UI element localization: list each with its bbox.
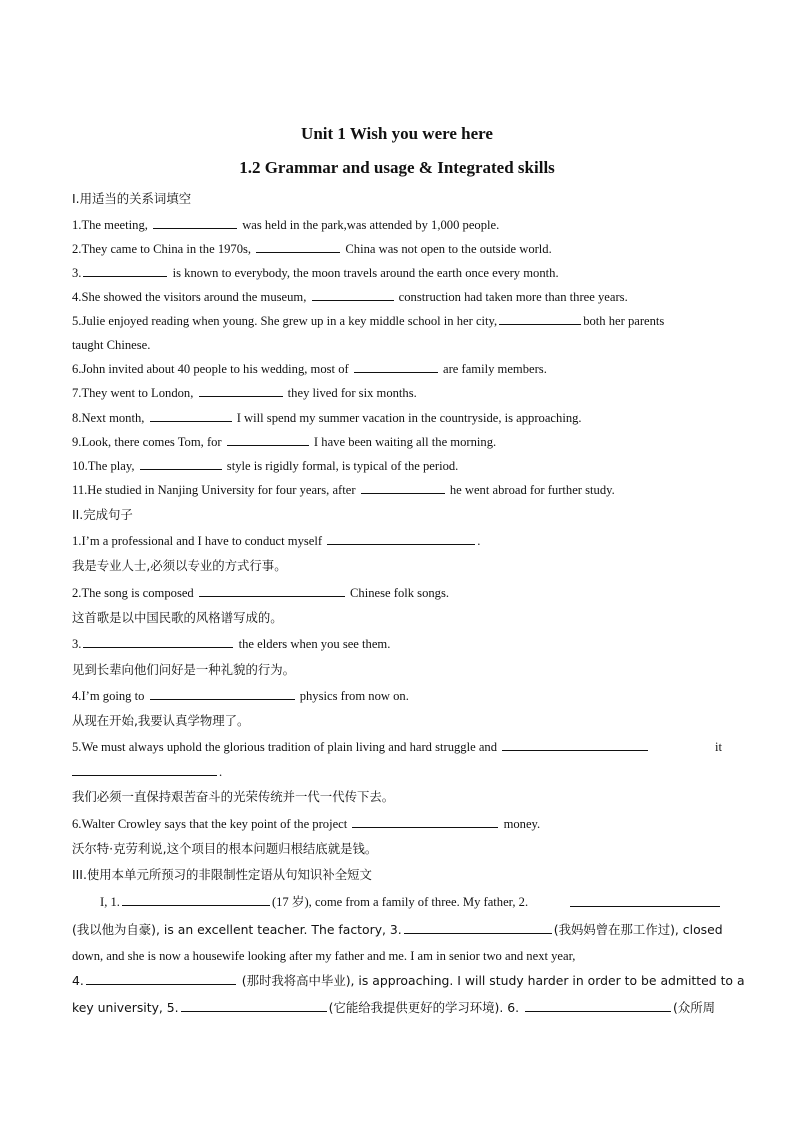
section-2-heading: II.完成句子 [72,507,133,522]
answer-blank[interactable] [199,585,345,597]
passage-line-1: I, 1. (17 岁), come from a family of three. My father, 2. [72,894,722,910]
sentence-2-5-translation: 我们必须一直保持艰苦奋斗的光荣传统并一代一代传下去。 [72,789,395,804]
document-subtitle: 1.2 Grammar and usage & Integrated skills [239,158,555,177]
sentence-2-1: 1.I’m a professional and I have to conduct myself . [72,534,481,548]
question-1-9: 9.Look, there comes Tom, for I have been waiting all the morning. [72,435,497,449]
answer-blank[interactable] [140,458,222,470]
question-1-1: 1.The meeting, was held in the park,was attended by 1,000 people. [72,218,500,232]
answer-blank[interactable] [153,217,237,229]
answer-blank[interactable] [83,265,167,277]
section-1-heading: I.用适当的关系词填空 [72,191,192,206]
answer-blank[interactable] [327,533,475,545]
answer-blank[interactable] [361,482,445,494]
question-1-5: 5.Julie enjoyed reading when young. She grew up in a key middle school in her city, both her parents [72,314,665,328]
sentence-2-2-translation: 这首歌是以中国民歌的风格谱写成的。 [72,610,283,625]
document-title: Unit 1 Wish you were here [301,124,493,143]
answer-blank[interactable] [86,973,236,985]
question-1-10: 10.The play, style is rigidly formal, is typical of the period. [72,459,459,473]
answer-blank[interactable] [150,688,295,700]
question-1-8: 8.Next month, I will spend my summer vacation in the countryside, is approaching. [72,411,582,425]
answer-blank[interactable] [83,636,233,648]
sentence-2-5-continued: . [72,764,722,780]
answer-blank[interactable] [72,764,217,776]
answer-blank[interactable] [404,922,552,934]
sentence-2-1-translation: 我是专业人士,必须以专业的方式行事。 [72,558,287,573]
question-1-11: 11.He studied in Nanjing University for four years, after he went abroad for further study. [72,483,615,497]
sentence-2-3-translation: 见到长辈向他们问好是一种礼貌的行为。 [72,662,296,677]
passage-line-5: key university, 5. (它能给我提供更好的学习环境). 6. (众所周 [72,1000,716,1015]
answer-blank[interactable] [570,895,720,907]
answer-blank[interactable] [502,739,648,751]
question-1-5-continued: taught Chinese. [72,338,151,352]
passage-line-2: (我以他为自豪), is an excellent teacher. The factory, 3. (我妈妈曾在那工作过), closed [72,922,723,937]
question-1-3: 3. is known to everybody, the moon travels around the earth once every month. [72,266,559,280]
answer-blank[interactable] [312,289,394,301]
answer-blank[interactable] [354,361,438,373]
section-3-heading: III.使用本单元所预习的非限制性定语从句知识补全短文 [72,867,372,882]
answer-blank[interactable] [227,434,309,446]
answer-blank[interactable] [499,313,581,325]
answer-blank[interactable] [181,1000,327,1012]
sentence-2-5: 5.We must always uphold the glorious tradition of plain living and hard struggle and it [72,740,722,754]
sentence-2-6: 6.Walter Crowley says that the key point of the project money. [72,817,541,831]
question-1-7: 7.They went to London, they lived for six months. [72,386,417,400]
sentence-2-2: 2.The song is composed Chinese folk songs. [72,586,450,600]
question-1-4: 4.She showed the visitors around the museum, construction had taken more than three years. [72,290,628,304]
answer-blank[interactable] [122,894,270,906]
answer-blank[interactable] [256,241,340,253]
passage-line-4: 4. (那时我将高中毕业), is approaching. I will study harder in order to be admitted to a [72,973,745,988]
answer-blank[interactable] [150,410,232,422]
question-1-6: 6.John invited about 40 people to his wedding, most of are family members. [72,362,547,376]
answer-blank[interactable] [199,385,283,397]
sentence-2-3: 3. the elders when you see them. [72,637,391,651]
answer-blank[interactable] [525,1000,671,1012]
sentence-2-4: 4.I’m going to physics from now on. [72,689,409,703]
answer-blank[interactable] [352,816,498,828]
question-1-2: 2.They came to China in the 1970s, China was not open to the outside world. [72,242,552,256]
sentence-2-6-translation: 沃尔特·克劳利说,这个项目的根本问题归根结底就是钱。 [72,841,378,856]
sentence-2-4-translation: 从现在开始,我要认真学物理了。 [72,713,250,728]
passage-line-3: down, and she is now a housewife looking after my father and me. I am in senior two and next year, [72,949,576,963]
